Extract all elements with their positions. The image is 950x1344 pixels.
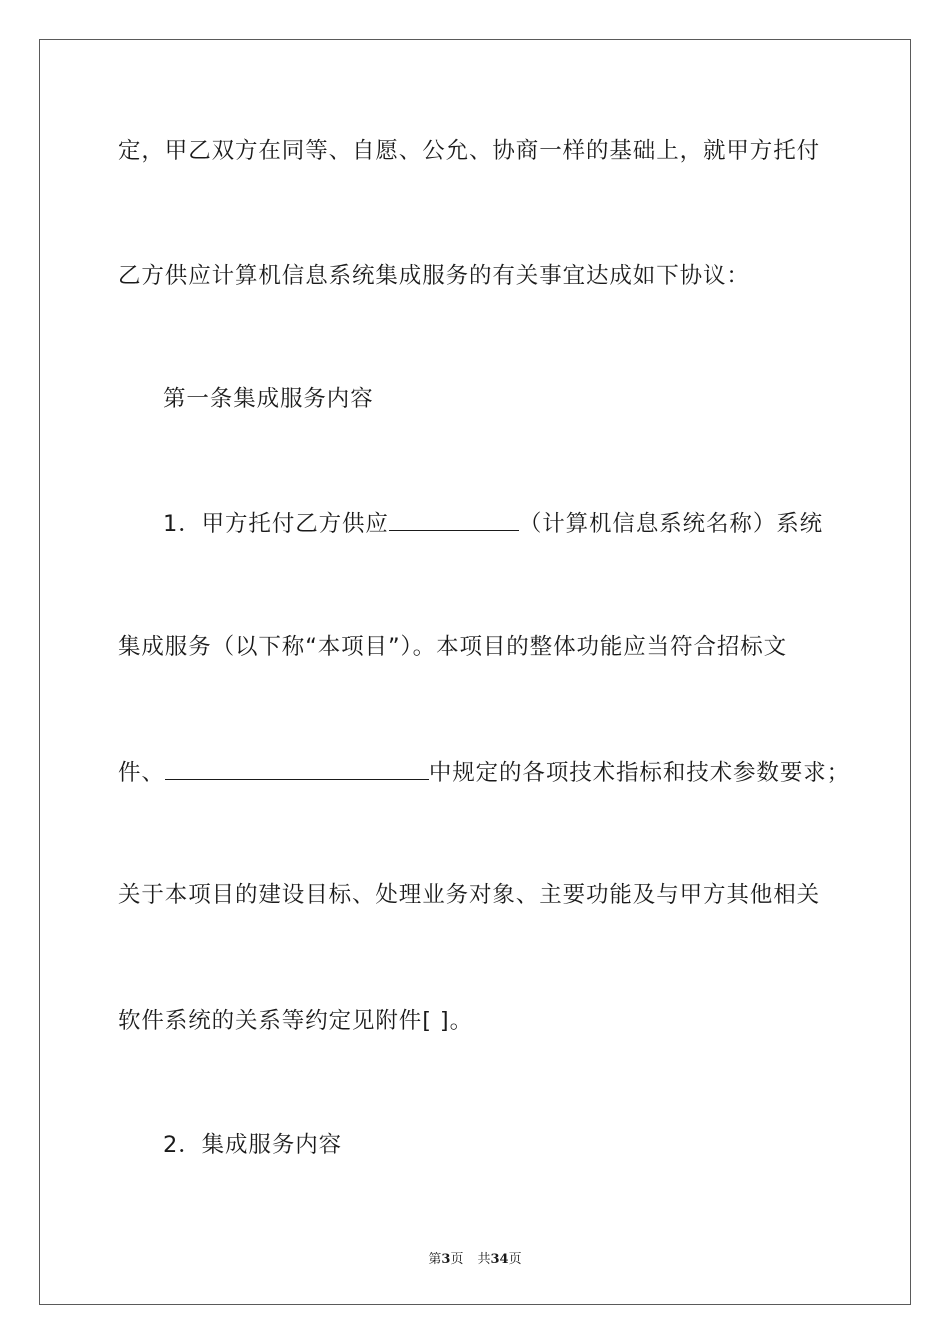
paragraph-line: [118, 757, 850, 788]
text-segment: 1．甲方托付乙方供应: [163, 511, 389, 537]
paragraph-line: 定，甲乙双方在同等、自愿、公允、协商一样的基础上，就甲方托付: [118, 138, 821, 164]
page-suffix: 页: [450, 1252, 464, 1267]
total-prefix: 共: [477, 1252, 491, 1267]
section-heading: 第一条集成服务内容: [163, 386, 374, 412]
fill-in-blank: [389, 508, 519, 531]
page-border: [39, 39, 911, 1305]
paragraph-line: 关于本项目的建设目标、处理业务对象、主要功能及与甲方其他相关: [118, 882, 821, 908]
page-footer: [0, 1248, 950, 1267]
total-pages: 34: [490, 1252, 509, 1267]
paragraph-line: 软件系统的关系等约定见附件[ ]。: [118, 1008, 474, 1034]
paragraph-line: [163, 508, 823, 539]
section-heading: 2．集成服务内容: [163, 1132, 343, 1158]
fill-in-blank: [165, 757, 429, 780]
total-suffix: 页: [508, 1252, 522, 1267]
text-segment: （计算机信息系统名称）系统: [518, 511, 824, 537]
text-segment: 件、: [118, 760, 165, 786]
text-segment: 中规定的各项技术指标和技术参数要求；: [428, 760, 851, 786]
page-prefix: 第: [428, 1252, 442, 1267]
paragraph-line: 集成服务（以下称“本项目”）。本项目的整体功能应当符合招标文: [118, 634, 788, 660]
page-number: 3: [441, 1252, 451, 1267]
paragraph-line: 乙方供应计算机信息系统集成服务的有关事宜达成如下协议：: [118, 263, 750, 289]
